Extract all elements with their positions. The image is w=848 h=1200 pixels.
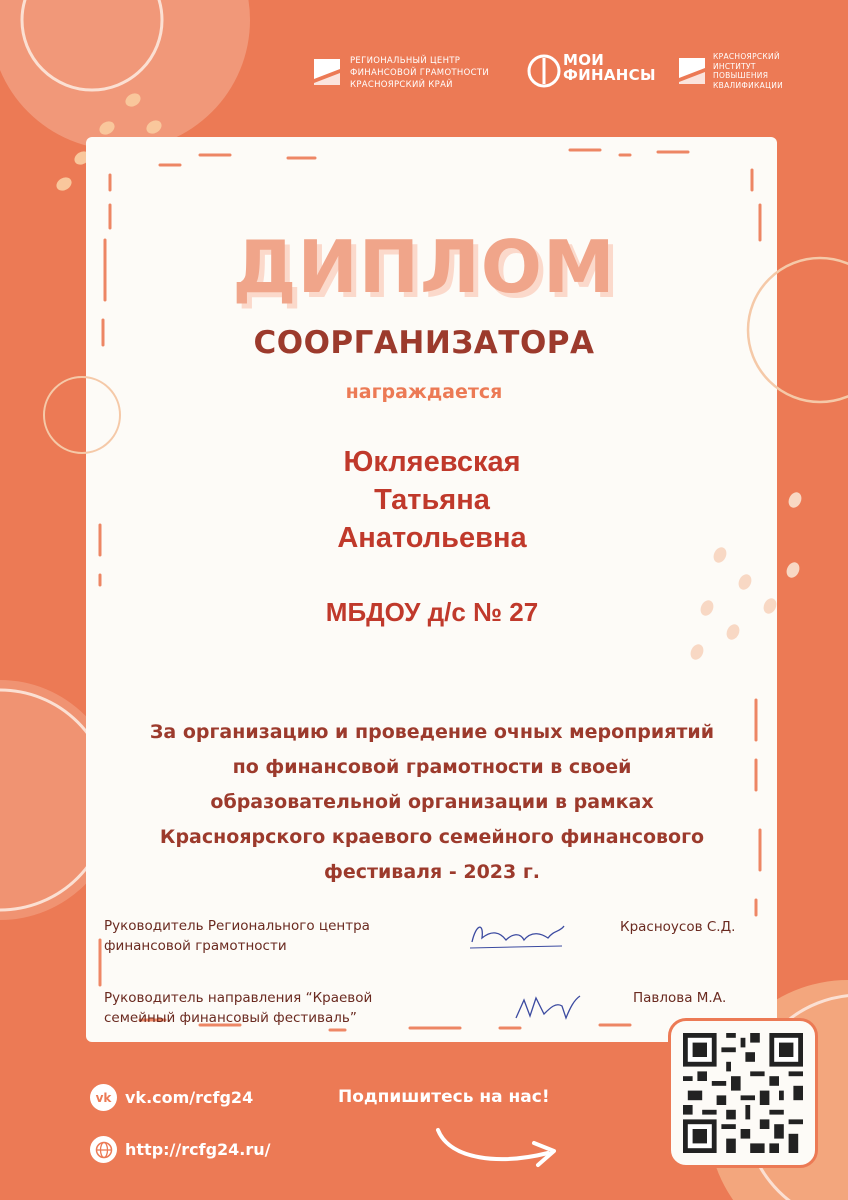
awarded-label: награждается (345, 381, 503, 403)
recipient-organization: МБДОУ д/с № 27 (325, 597, 539, 627)
signatory-2-position: Руководитель направления “Краевой семейный финансовый фестиваль” (104, 990, 373, 1026)
subscribe-label: Подпишитесь на нас! (338, 1087, 550, 1107)
website-link[interactable] (90, 1136, 270, 1163)
arrow-right-icon (430, 1115, 570, 1175)
award-reason-line: фестиваля - 2023 г. (323, 861, 541, 883)
signatory-1-position: Руководитель Регионального центра финансовой грамотности (104, 918, 370, 954)
signature-1-image (462, 912, 572, 960)
regional-center-logo-text: РЕГИОНАЛЬНЫЙ ЦЕНТР ФИНАНСОВОЙ ГРАМОТНОСТИ КРАСНОЯРСКИЙ КРАЙ (350, 56, 489, 90)
diploma-subtitle: СООРГАНИЗАТОРА (253, 325, 595, 361)
recipient-patronymic: Анатольевна (337, 522, 527, 554)
recipient-first-name: Татьяна (374, 484, 490, 516)
globe-icon (90, 1136, 117, 1163)
award-reason-line: по финансовой грамотности в своей (232, 756, 632, 778)
award-reason-line: За организацию и проведение очных мероприятий (149, 721, 715, 743)
award-reason-line: образовательной организации в рамках (210, 791, 654, 813)
signatory-1-name: Красноусов С.Д. (620, 919, 736, 935)
award-reason (100, 715, 764, 890)
qr-code-frame[interactable] (668, 1018, 818, 1168)
moi-finansy-logo-text: МОИ ФИНАНСЫ (563, 51, 656, 84)
krasnoyarsk-institute-logo-text: КРАСНОЯРСКИЙ ИНСТИТУТ ПОВЫШЕНИЯ КВАЛИФИКАЦИИ (713, 52, 784, 90)
signature-2-image (508, 988, 588, 1028)
award-reason-line: Красноярского краевого семейного финансового (159, 826, 705, 848)
recipient-surname: Юкляевская (343, 446, 521, 478)
diploma-title: ДИПЛОМ (232, 225, 616, 309)
website-link-text: http://rcfg24.ru/ (125, 1140, 271, 1159)
qr-code (683, 1033, 803, 1153)
signatory-2-name: Павлова М.А. (633, 990, 727, 1006)
vk-link-text: vk.com/rcfg24 (125, 1088, 254, 1107)
vk-icon: vk (90, 1084, 117, 1111)
vk-link[interactable] (90, 1084, 253, 1111)
